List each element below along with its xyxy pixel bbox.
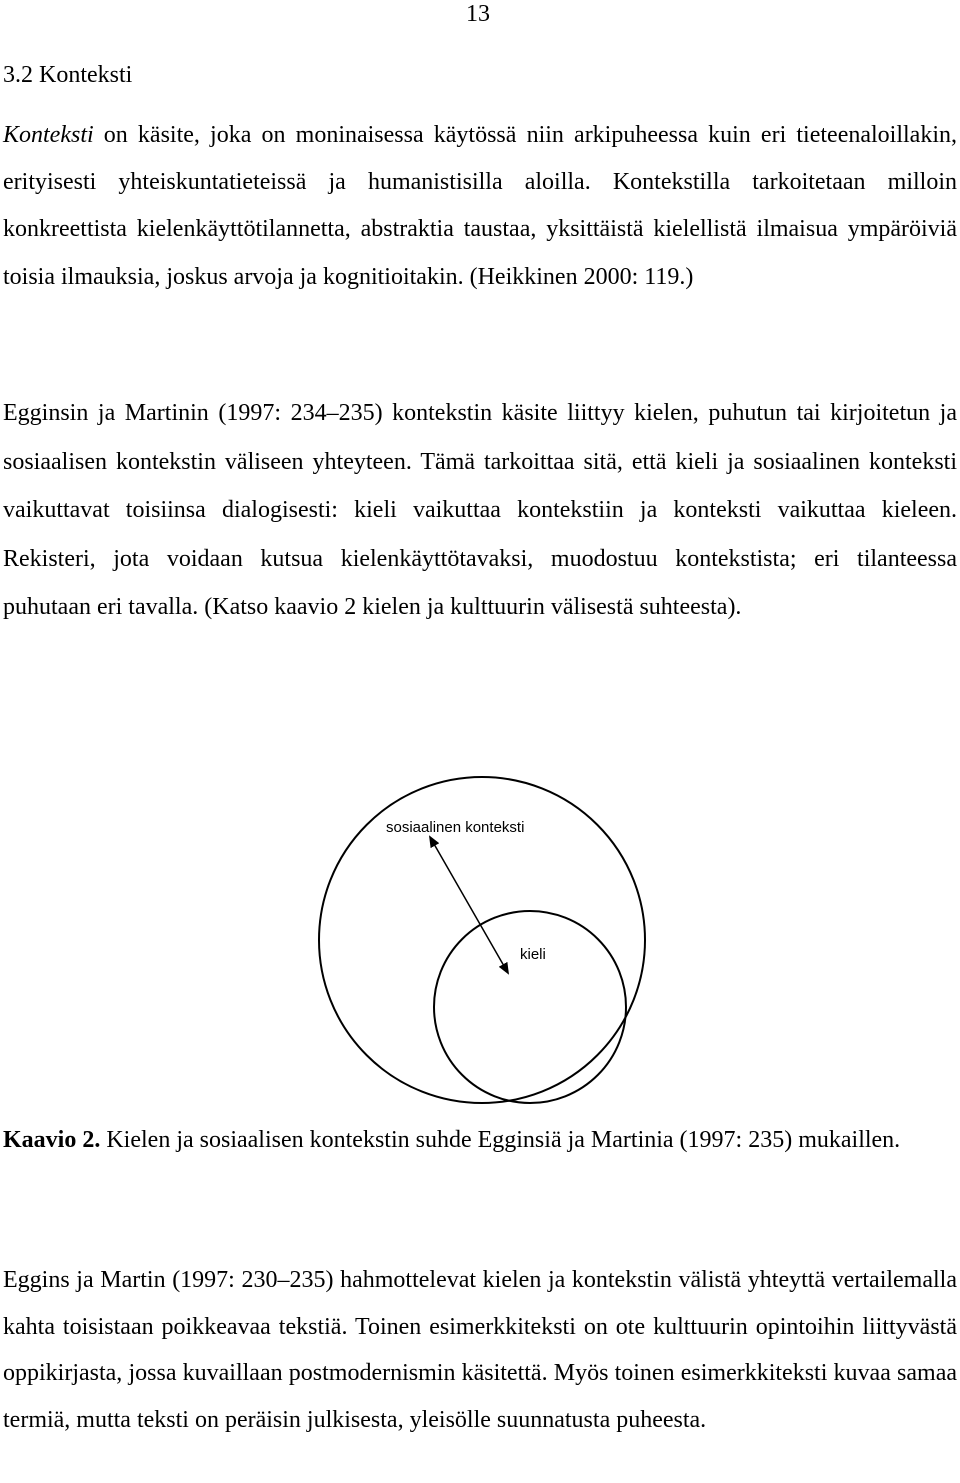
section-heading: 3.2 Konteksti [3, 62, 133, 88]
context-language-diagram [0, 755, 960, 1105]
social-context-label: sosiaalinen konteksti [386, 819, 525, 836]
paragraph-context-definition-text: on käsite, joka on moninaisessa käytössä niin arkipuheessa kuin eri tieteenaloillakin, erityisesti yhteiskuntatieteissä ja humanistisilla aloilla. Kontekstilla tarkoitetaan milloin konkreettista kielenkäyttötilannetta, abstraktia taustaa, yksittäistä kielellistä ilmaisua ympäröiviä toisia ilmauksia, joskus arvoja ja kognitioitakin. (Heikkinen 2000: 119.) [3, 122, 957, 290]
language-label: kieli [520, 946, 546, 963]
figure-caption [3, 1117, 957, 1164]
caption-text: Kielen ja sosiaalisen kontekstin suhde Egginsiä ja Martinia (1997: 235) mukaillen. [100, 1127, 901, 1153]
paragraph-eggins-martin-context: Egginsin ja Martinin (1997: 234–235) kontekstin käsite liittyy kielen, puhutun tai kirjoitetun ja sosiaalisen kontekstin väliseen yhteyteen. Tämä tarkoittaa sitä, että kieli ja sosiaalinen konteksti vaikuttavat toisiinsa dialogisesti: kieli vaikuttaa kontekstiin ja konteksti vaikuttaa kieleen. Rekisteri, jota voidaan kutsua kielenkäyttötavaksi, muodostuu kontekstista; eri tilanteessa puhutaan eri tavalla. (Katso kaavio 2 kielen ja kulttuurin välisestä suhteesta). [3, 400, 957, 620]
term-konteksti: Konteksti [3, 122, 94, 148]
bidirectional-arrow [430, 837, 508, 973]
language-circle [434, 911, 626, 1103]
page-number: 13 [466, 1, 490, 27]
paragraph-eggins-martin-texts: Eggins ja Martin (1997: 230–235) hahmottelevat kielen ja kontekstin välistä yhteyttä vertailemalla kahta toisistaan poikkeavaa tekstiä. Toinen esimerkkiteksti on ote kulttuurin opintoihin liittyvästä oppikirjasta, jossa kuvaillaan postmodernismin käsitettä. Myös toinen esimerkkiteksti kuvaa samaa termiä, mutta teksti on peräisin julkisesta, yleisölle suunnatusta puheesta. [3, 1267, 957, 1433]
paragraph-context-definition [3, 112, 957, 301]
caption-label: Kaavio 2. [3, 1127, 101, 1153]
